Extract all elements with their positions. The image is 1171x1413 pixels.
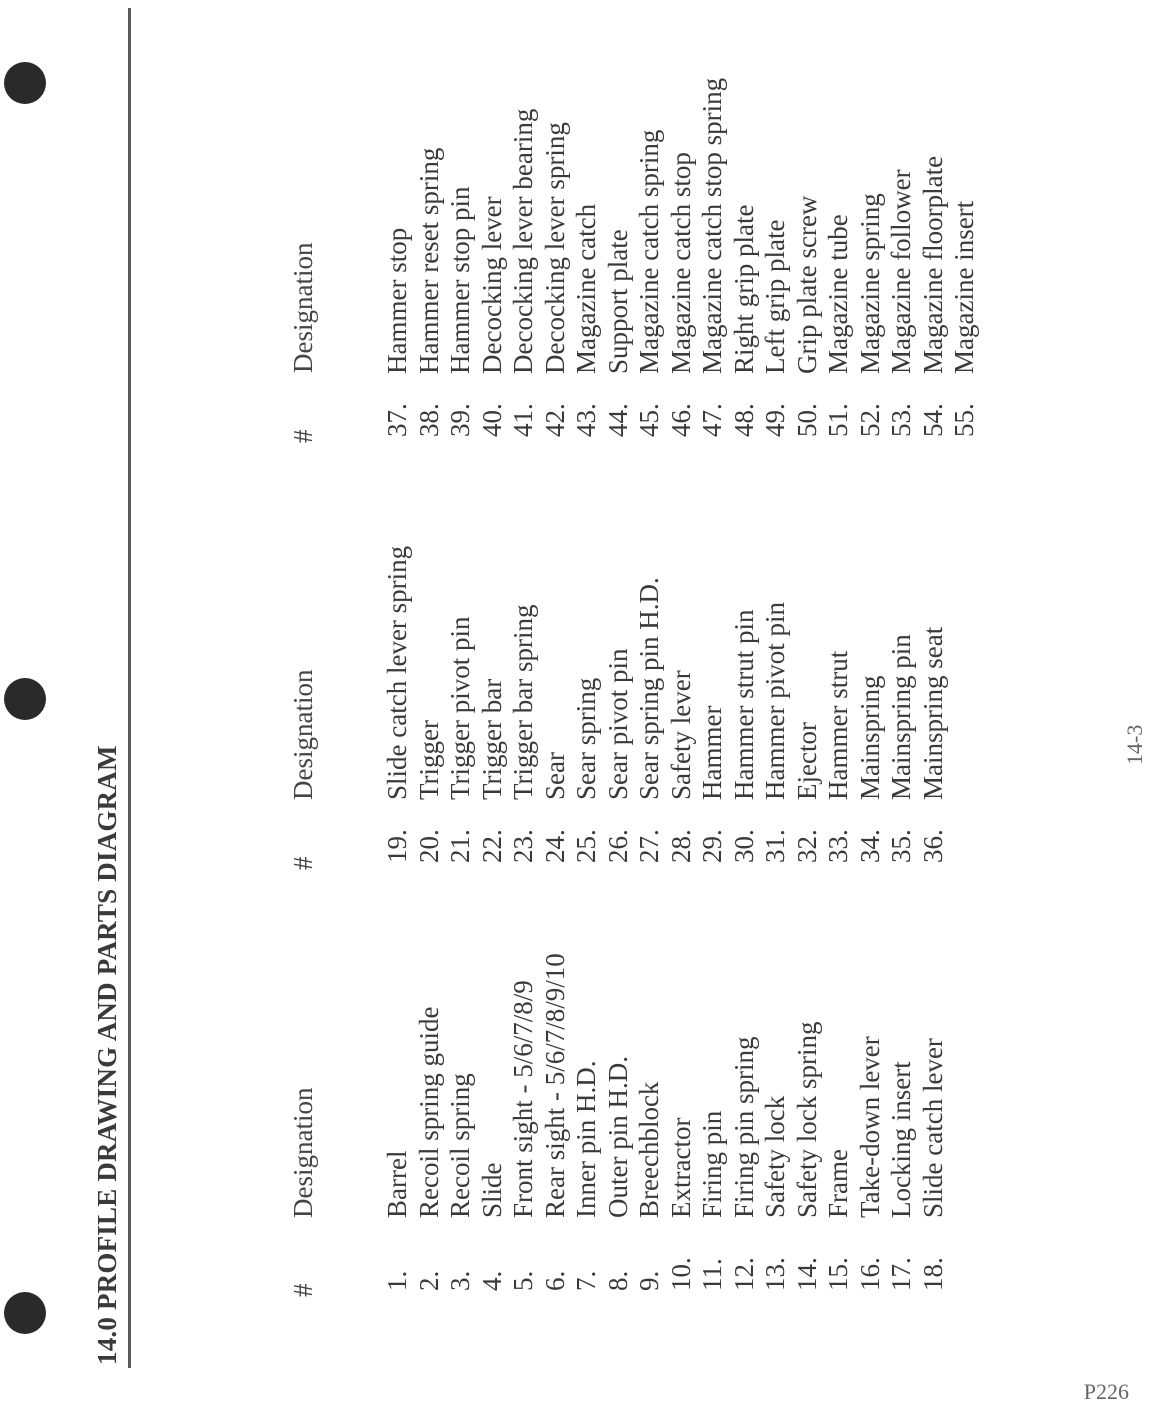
- col1-designation-header: Designation: [288, 1087, 318, 1218]
- part-number: 25.: [571, 829, 601, 863]
- part-number: 7.: [571, 1270, 601, 1291]
- part-designation: Hammer strut pin: [728, 609, 759, 800]
- part-number: 4.: [476, 1270, 507, 1291]
- part-number: 19.: [382, 829, 412, 863]
- part-number: 49.: [760, 403, 790, 437]
- part-number: 52.: [854, 403, 885, 437]
- part-designation: Frame: [823, 1149, 853, 1218]
- part-number: 10.: [665, 1257, 696, 1291]
- part-designation: Sear spring: [571, 677, 601, 800]
- part-number: 15.: [823, 1257, 853, 1291]
- part-designation: Trigger: [413, 719, 444, 800]
- part-designation: Hammer pivot pin: [760, 602, 790, 800]
- part-designation: Trigger pivot pin: [445, 616, 475, 800]
- part-number: 31.: [760, 829, 790, 863]
- part-number: 9.: [634, 1270, 664, 1291]
- part-designation: Sear: [539, 752, 570, 800]
- part-designation: Slide catch lever spring: [382, 545, 412, 800]
- part-designation: Breechblock: [634, 1081, 664, 1218]
- part-number: 30.: [728, 829, 759, 863]
- part-designation: Magazine tube: [823, 214, 853, 374]
- part-number: 43.: [571, 403, 601, 437]
- part-number: 1.: [382, 1270, 412, 1291]
- part-number: 16.: [854, 1257, 885, 1291]
- part-number: 38.: [413, 403, 444, 437]
- part-designation: Magazine catch stop spring: [697, 77, 727, 374]
- part-designation: Decocking lever: [476, 196, 507, 374]
- page-number: 14-3: [1122, 724, 1147, 765]
- part-number: 39.: [445, 403, 475, 437]
- part-number: 23.: [508, 829, 538, 863]
- part-number: 6.: [539, 1270, 570, 1291]
- page-title: 14.0 PROFILE DRAWING AND PARTS DIAGRAM: [92, 745, 122, 1365]
- col3-num-header: #: [288, 429, 318, 443]
- part-number: 36.: [917, 829, 948, 863]
- part-number: 12.: [728, 1257, 759, 1291]
- part-number: 18.: [917, 1257, 948, 1291]
- part-designation: Mainspring seat: [917, 626, 948, 800]
- part-designation: Inner pin H.D.: [571, 1060, 601, 1218]
- part-number: 35.: [886, 829, 916, 863]
- part-designation: Mainspring pin: [886, 634, 916, 800]
- part-designation: Slide catch lever: [917, 1038, 948, 1218]
- part-designation: Trigger bar spring: [508, 604, 538, 800]
- part-number: 2.: [413, 1270, 444, 1291]
- part-designation: Magazine follower: [886, 169, 916, 374]
- part-designation: Recoil spring guide: [413, 1006, 444, 1218]
- col2-designation-header: Designation: [288, 669, 318, 800]
- part-designation: Magazine floorplate: [917, 155, 948, 374]
- part-designation: Right grip plate: [728, 204, 759, 374]
- part-number: 29.: [697, 829, 727, 863]
- part-number: 13.: [760, 1257, 790, 1291]
- part-designation: Barrel: [382, 1150, 412, 1218]
- part-number: 14.: [791, 1257, 822, 1291]
- part-number: 55.: [949, 403, 979, 437]
- part-designation: Magazine catch spring: [634, 129, 664, 374]
- part-designation: Hammer: [697, 705, 727, 800]
- part-designation: Decocking lever bearing: [508, 108, 538, 374]
- part-number: 32.: [791, 829, 822, 863]
- part-designation: Magazine insert: [949, 200, 979, 374]
- part-number: 3.: [445, 1270, 475, 1291]
- part-number: 46.: [665, 403, 696, 437]
- part-number: 20.: [413, 829, 444, 863]
- part-designation: Support plate: [602, 229, 633, 374]
- page-code: P226: [1083, 1379, 1129, 1404]
- part-designation: Magazine catch: [571, 203, 601, 374]
- part-designation: Hammer stop pin: [445, 186, 475, 374]
- col2-num-header: #: [288, 856, 318, 870]
- part-number: 5.: [508, 1270, 538, 1291]
- part-designation: Ejector: [791, 722, 822, 800]
- part-number: 40.: [476, 403, 507, 437]
- part-number: 47.: [697, 403, 727, 437]
- part-number: 44.: [602, 403, 633, 437]
- part-designation: Rear sight - 5/6/7/8/9/10: [539, 953, 570, 1218]
- part-number: 26.: [602, 829, 633, 863]
- part-number: 41.: [508, 403, 538, 437]
- part-number: 48.: [728, 403, 759, 437]
- part-number: 51.: [823, 403, 853, 437]
- part-designation: Outer pin H.D.: [602, 1056, 633, 1218]
- part-designation: Firing pin spring: [728, 1036, 759, 1218]
- part-designation: Take-down lever: [854, 1036, 885, 1218]
- part-designation: Hammer reset spring: [413, 147, 444, 374]
- part-designation: Extractor: [665, 1117, 696, 1218]
- part-designation: Safety lever: [665, 670, 696, 800]
- col3-designation-header: Designation: [288, 242, 318, 373]
- part-designation: Left grip plate: [760, 219, 790, 374]
- part-designation: Locking insert: [886, 1061, 916, 1218]
- col1-num-header: #: [288, 1283, 318, 1297]
- part-designation: Safety lock: [760, 1095, 790, 1218]
- part-designation: Grip plate screw: [791, 195, 822, 374]
- part-number: 27.: [634, 829, 664, 863]
- part-designation: Hammer strut: [823, 650, 853, 800]
- part-number: 28.: [665, 829, 696, 863]
- part-designation: Magazine spring: [854, 193, 885, 374]
- part-designation: Trigger bar: [476, 678, 507, 800]
- part-number: 8.: [602, 1270, 633, 1291]
- part-number: 11.: [697, 1258, 727, 1291]
- part-number: 33.: [823, 829, 853, 863]
- part-number: 42.: [539, 403, 570, 437]
- part-number: 37.: [382, 403, 412, 437]
- part-number: 50.: [791, 403, 822, 437]
- part-number: 21.: [445, 829, 475, 863]
- part-number: 54.: [917, 403, 948, 437]
- part-designation: Sear spring pin H.D.: [634, 577, 664, 800]
- part-designation: Slide: [476, 1162, 507, 1218]
- part-designation: Decocking lever spring: [539, 122, 570, 374]
- part-designation: Magazine catch stop: [665, 152, 696, 374]
- part-designation: Safety lock spring: [791, 1021, 822, 1218]
- part-number: 24.: [539, 829, 570, 863]
- part-designation: Front sight - 5/6/7/8/9: [508, 980, 538, 1218]
- part-number: 45.: [634, 403, 664, 437]
- part-designation: Sear pivot pin: [602, 648, 633, 800]
- part-number: 53.: [886, 403, 916, 437]
- part-number: 34.: [854, 829, 885, 863]
- part-designation: Mainspring: [854, 675, 885, 800]
- part-number: 22.: [476, 829, 507, 863]
- part-designation: Recoil spring: [445, 1073, 475, 1218]
- part-number: 17.: [886, 1257, 916, 1291]
- part-designation: Firing pin: [697, 1110, 727, 1218]
- part-designation: Hammer stop: [382, 227, 412, 374]
